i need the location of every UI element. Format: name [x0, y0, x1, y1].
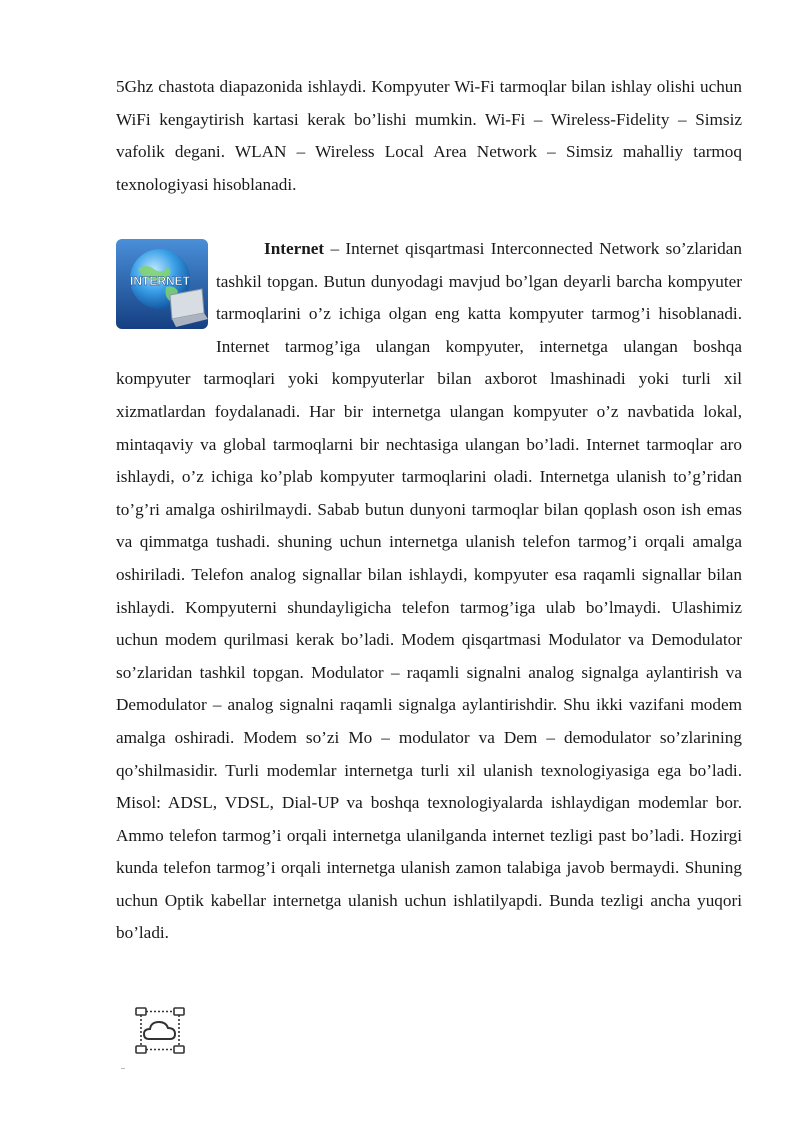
- internet-image: [116, 239, 208, 329]
- paragraph-wifi-text: 5Ghz chastota diapazonida ishlaydi. Kompyuter Wi-Fi tarmoqlar bilan ishlay olishi uchun WiFi kengaytirish kartasi kerak bo’lishi mumkin. Wi-Fi – Wireless-Fidelity – Simsiz vafolik degani. WLAN – Wireless Local Area Network – Simsiz mahalliy tarmoq texnologiyasi hisoblanadi.: [116, 77, 742, 194]
- globe-laptop-icon: [116, 239, 208, 329]
- paragraph-wifi: [116, 71, 742, 201]
- cloud-network-icon: [134, 1006, 186, 1058]
- internet-image-label: INTERNET: [130, 274, 190, 288]
- paragraph-internet: [116, 233, 742, 950]
- footer-mark: [121, 1068, 125, 1069]
- paragraph-internet-text: – Internet qisqartmasi Interconnected Network so’zlaridan tashkil topgan. Butun dunyodagi mavjud bo’lgan deyarli barcha kompyuter tarmoqlarini o’z ichiga olgan eng katta kompyuter tarmog’i hisoblanadi. Internet tarmog’iga ulangan kompyuter, internetga ulangan boshqa kompyuter tarmoqlari yoki kompyuterlar bilan axborot lmashinadi yoki turli xil xizmatlardan foydalanadi. Har bir internetga ulangan kompyuter o’z navbatida lokal, mintaqaviy va global tarmoqlarni bir nechtasiga ulangan bo’ladi. Internet tarmoqlar aro ishlaydi, o’z ichiga ko’plab kompyuter tarmoqlarini oladi. Internetga ulanish to’g’ridan to’g’ri amalga oshirilmaydi. Sabab butun dunyoni tarmoqlar bilan qoplash oson ish emas va qimmatga tushadi. shuning uchun internetga ulanish telefon tarmog’i orqali amalga oshiriladi. Telefon analog signallar bilan ishlaydi, kompyuter esa raqamli signallar bilan ishlaydi. Kompyuterni shundayligicha telefon tarmog’iga ulab bo’lmaydi. Ulashimiz uchun modem qurilmasi kerak bo’ladi. Modem qisqartmasi Modulator va Demodulator so’zlaridan tashkil topgan. Modulator – raqamli signalni analog signalga aylantirish va Demodulator – analog signalni raqamli signalga aylantirishdir. Shu ikki vazifani modem amalga oshiradi. Modem so’zi Mo – modulator va Dem – demodulator so’zlarining qo’shilmasidir. Turli modemlar internetga turli xil ulanish texnologiyasiga ega bo’ladi. Misol: ADSL, VDSL, Dial-UP va boshqa texnologiyalarda ishlaydigan modemlar bor. Ammo telefon tarmog’i orqali internetga ulanilganda internet tezligi past bo’ladi. Hozirgi kunda telefon tarmog’i orqali internetga ulanish zamon talabiga javob bermaydi. Shuning uchun Optik kabellar internetga ulanish uchun ishlatilyapdi. Bunda tezligi ancha yuqori bo’ladi.: [116, 239, 742, 943]
- term-internet: Internet: [264, 239, 325, 258]
